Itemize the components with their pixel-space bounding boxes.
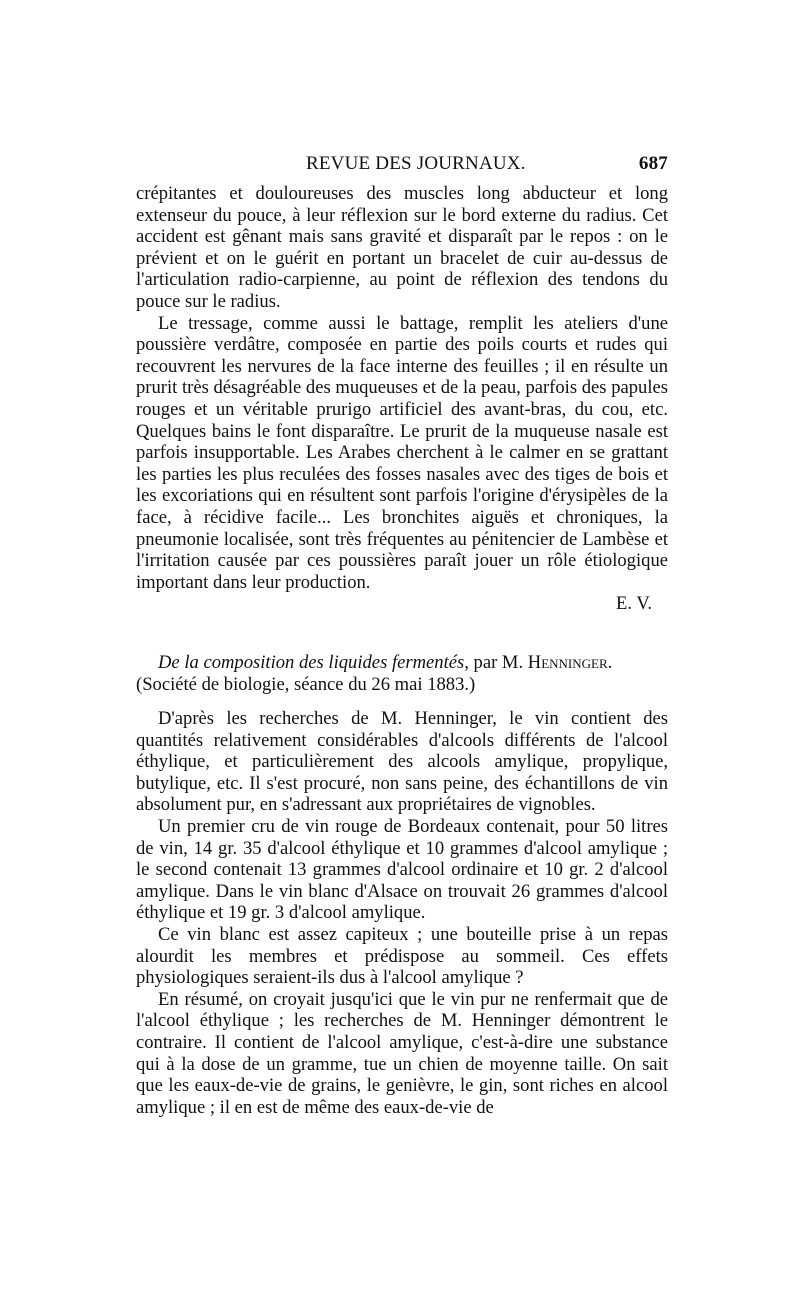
article-text [136, 708, 668, 1118]
paragraph: Un premier cru de vin rouge de Bordeaux contenait, pour 50 litres de vin, 14 gr. 35 d'alcool éthylique et 10 grammes d'alcool amylique ; le second contenait 13 grammes d'alcool ordinaire et 10 gr. 2 d'alcool amylique. Dans le vin blanc d'Alsace on trouvait 26 grammes d'alcool éthylique et 19 gr. 3 d'alcool amylique. [136, 815, 668, 924]
paragraph: Ce vin blanc est assez capiteux ; une bouteille prise à un repas alourdit les membres et prédispose au sommeil. Ces effets physiologiques seraient-ils dus à l'alcool amylique ? [136, 923, 668, 989]
article-title: De la composition des liquides fermentés, [158, 652, 469, 673]
article-author: Henninger. [527, 652, 613, 673]
paragraph: Le tressage, comme aussi le battage, remplit les ateliers d'une poussière verdâtre, composée en partie des poils courts et rudes qui recouvrent les nervures de la face interne des feuilles ; il en résulte un prurit très désagréable des muqueuses et de la peau, parfois des papules rouges et un véritable prurigo artificiel des avant-bras, du cou, etc. Quelques bains le font disparaître. Le prurit de la muqueuse nasale est parfois insupportable. Les Arabes cherchent à le calmer en se grattant les parties les plus reculées des fosses nasales avec des tiges de bois et les excoriations qui en résultent sont parfois l'origine d'érysipèles de la face, à récidive facile... Les bronchites aiguës et chroniques, la pneumonie localisée, sont très fréquentes au pénitencier de Lambèse et l'irritation causée par ces poussières paraît jouer un rôle étiologique important dans leur production. [136, 312, 668, 593]
article-heading [136, 652, 668, 696]
previous-article-text [136, 183, 668, 615]
paragraph: crépitantes et douloureuses des muscles long abducteur et long extenseur du pouce, à leur réflexion sur le bord externe du radius. Cet accident est gênant mais sans gravité et disparaît par le repos : on le prévient et on le guérit en portant un bracelet de cuir au-dessus de l'articulation radio-carpienne, au point de réflexion des tendons du pouce sur le radius. [136, 183, 668, 312]
signature: E. V. [616, 593, 652, 615]
article-by: par M. [473, 652, 524, 673]
paragraph: D'après les recherches de M. Henninger, le vin contient des quantités relativement considérables d'alcools différents de l'alcool éthylique, et particulièrement des alcools amylique, propylique, butylique, etc. Il s'est procuré, non sans peine, des échantillons de vin absolument pur, en s'adressant aux propriétaires de vignobles. [136, 708, 668, 816]
running-title: REVUE DES JOURNAUX. [306, 153, 526, 174]
running-head [136, 153, 668, 177]
article-title-line [136, 652, 668, 674]
paragraph: En résumé, on croyait jusqu'ici que le vin pur ne renfermait que de l'alcool éthylique ; les recherches de M. Henninger démontrent le contraire. Il contient de l'alcool amylique, c'est-à-dire une substance qui à la dose de un gramme, tue un chien de moyenne taille. On sait que les eaux-de-vie de grains, le genièvre, le gin, sont riches en alcool amylique ; il en est de même des eaux-de-vie de [136, 988, 668, 1118]
article-source: (Société de biologie, séance du 26 mai 1883.) [136, 674, 476, 695]
page-number: 687 [638, 153, 668, 174]
